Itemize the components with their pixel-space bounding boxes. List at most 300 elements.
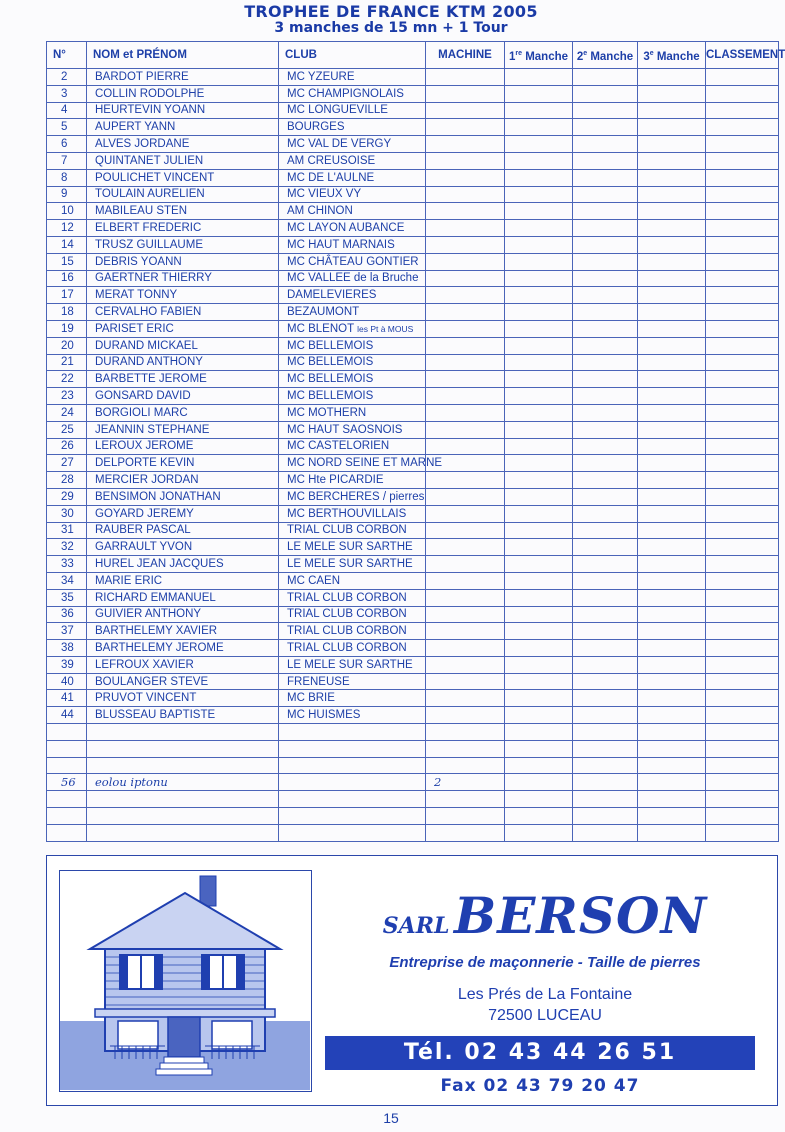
cell-num: 44	[47, 707, 87, 724]
company-logo	[325, 886, 765, 945]
cell-num: 34	[47, 572, 87, 589]
table-row	[47, 824, 779, 841]
cell-manche-2	[573, 740, 638, 757]
cell-manche-3	[638, 539, 706, 556]
cell-name: GARRAULT YVON	[87, 539, 279, 556]
cell-name: BARTHELEMY XAVIER	[87, 623, 279, 640]
table-row	[47, 169, 779, 186]
col-header-club: CLUB	[279, 42, 426, 69]
cell-name: TOULAIN AURELIEN	[87, 186, 279, 203]
cell-classement	[706, 388, 779, 405]
cell-classement	[706, 152, 779, 169]
cell-manche-1	[505, 85, 573, 102]
table-row	[47, 203, 779, 220]
address-line-1: Les Prés de La Fontaine	[457, 986, 633, 1003]
cell-machine	[426, 354, 505, 371]
cell-club	[279, 69, 426, 86]
cell-machine	[426, 404, 505, 421]
cell-club	[279, 119, 426, 136]
cell-classement	[706, 505, 779, 522]
cell-manche-3	[638, 102, 706, 119]
cell-manche-3	[638, 304, 706, 321]
cell-club	[279, 522, 426, 539]
cell-name	[87, 824, 279, 841]
cell-name: AUPERT YANN	[87, 119, 279, 136]
cell-num: 18	[47, 304, 87, 321]
cell-machine	[426, 203, 505, 220]
club-name: MC VALLEE de la Bruche	[287, 272, 419, 285]
cell-manche-1	[505, 707, 573, 724]
cell-name: BOULANGER STEVE	[87, 673, 279, 690]
club-name: MC BELLEMOIS	[287, 373, 374, 386]
cell-manche-1	[505, 320, 573, 337]
cell-manche-1	[505, 152, 573, 169]
club-name: TRIAL CLUB CORBON	[287, 591, 407, 604]
cell-num: 10	[47, 203, 87, 220]
table-row	[47, 119, 779, 136]
cell-manche-2	[573, 774, 638, 791]
club-name: BEZAUMONT	[287, 306, 360, 319]
cell-club	[279, 136, 426, 153]
cell-machine	[426, 724, 505, 741]
cell-manche-3	[638, 472, 706, 489]
cell-machine	[426, 169, 505, 186]
cell-club	[279, 824, 426, 841]
cell-classement	[706, 371, 779, 388]
cell-name: DELPORTE KEVIN	[87, 455, 279, 472]
club-name: MC BELLEMOIS	[287, 339, 374, 352]
cell-machine	[426, 421, 505, 438]
cell-machine	[426, 539, 505, 556]
page-number: 15	[383, 1110, 399, 1126]
cell-num: 7	[47, 152, 87, 169]
table-row	[47, 371, 779, 388]
club-name: MC DE L'AULNE	[287, 171, 375, 184]
cell-manche-3	[638, 724, 706, 741]
cell-manche-3	[638, 404, 706, 421]
table-row	[47, 152, 779, 169]
cell-classement	[706, 220, 779, 237]
cell-classement	[706, 808, 779, 825]
cell-manche-1	[505, 169, 573, 186]
club-name: MC LAYON AUBANCE	[287, 222, 405, 235]
cell-manche-2	[573, 589, 638, 606]
cell-manche-1	[505, 421, 573, 438]
col-header-manche-3: 3e Manche	[638, 42, 706, 69]
cell-manche-3	[638, 606, 706, 623]
cell-manche-2	[573, 152, 638, 169]
cell-manche-2	[573, 85, 638, 102]
cell-club	[279, 371, 426, 388]
page-title: TROPHEE DE FRANCE KTM 2005	[244, 2, 538, 21]
cell-name: DURAND ANTHONY	[87, 354, 279, 371]
cell-num: 16	[47, 270, 87, 287]
cell-manche-3	[638, 455, 706, 472]
cell-classement	[706, 774, 779, 791]
club-name: TRIAL CLUB CORBON	[287, 524, 407, 537]
cell-manche-3	[638, 119, 706, 136]
cell-club	[279, 791, 426, 808]
cell-classement	[706, 136, 779, 153]
cell-manche-3	[638, 589, 706, 606]
cell-num: 17	[47, 287, 87, 304]
cell-num: 38	[47, 640, 87, 657]
cell-name: MERCIER JORDAN	[87, 472, 279, 489]
table-row	[47, 656, 779, 673]
cell-num: 27	[47, 455, 87, 472]
cell-num: 21	[47, 354, 87, 371]
cell-num: 2	[47, 69, 87, 86]
cell-manche-1	[505, 673, 573, 690]
club-name: MC BELLEMOIS	[287, 356, 374, 369]
cell-manche-2	[573, 808, 638, 825]
cell-manche-2	[573, 572, 638, 589]
club-name: MC BELLEMOIS	[287, 390, 374, 403]
cell-manche-1	[505, 472, 573, 489]
table-row	[47, 421, 779, 438]
cell-manche-3	[638, 371, 706, 388]
cell-machine	[426, 152, 505, 169]
table-row	[47, 707, 779, 724]
cell-name: BENSIMON JONATHAN	[87, 488, 279, 505]
cell-manche-1	[505, 69, 573, 86]
cell-machine	[426, 757, 505, 774]
cell-num: 6	[47, 136, 87, 153]
club-name: MC VIEUX VY	[287, 188, 362, 201]
cell-manche-3	[638, 287, 706, 304]
club-name: MC HAUT SAOSNOIS	[287, 423, 403, 436]
cell-manche-1	[505, 556, 573, 573]
cell-num: 32	[47, 539, 87, 556]
table-row	[47, 640, 779, 657]
cell-manche-3	[638, 707, 706, 724]
cell-num: 31	[47, 522, 87, 539]
col-header-manche-2: 2e Manche	[573, 42, 638, 69]
cell-manche-2	[573, 472, 638, 489]
cell-classement	[706, 337, 779, 354]
col-header-manche-1: 1re Manche	[505, 42, 573, 69]
cell-machine	[426, 102, 505, 119]
cell-manche-3	[638, 337, 706, 354]
table-row	[47, 136, 779, 153]
cell-machine	[426, 740, 505, 757]
club-name: AM CHINON	[287, 205, 353, 218]
cell-num: 5	[47, 119, 87, 136]
cell-num	[47, 757, 87, 774]
cell-machine	[426, 220, 505, 237]
col-header-name: NOM et PRÉNOM	[87, 42, 279, 69]
cell-manche-3	[638, 152, 706, 169]
table-row	[47, 354, 779, 371]
cell-club	[279, 606, 426, 623]
cell-manche-3	[638, 522, 706, 539]
cell-club	[279, 740, 426, 757]
cell-name: MERAT TONNY	[87, 287, 279, 304]
cell-classement	[706, 707, 779, 724]
cell-manche-3	[638, 640, 706, 657]
table-row	[47, 757, 779, 774]
cell-machine	[426, 690, 505, 707]
cell-machine	[426, 572, 505, 589]
cell-classement	[706, 673, 779, 690]
cell-machine	[426, 236, 505, 253]
table-row	[47, 388, 779, 405]
cell-manche-1	[505, 287, 573, 304]
cell-manche-3	[638, 690, 706, 707]
cell-name: LEROUX JEROME	[87, 438, 279, 455]
cell-manche-1	[505, 304, 573, 321]
cell-club	[279, 270, 426, 287]
cell-manche-2	[573, 220, 638, 237]
table-row	[47, 438, 779, 455]
table-row	[47, 186, 779, 203]
cell-manche-3	[638, 388, 706, 405]
cell-num: 20	[47, 337, 87, 354]
cell-manche-3	[638, 656, 706, 673]
cell-manche-3	[638, 169, 706, 186]
cell-manche-3	[638, 421, 706, 438]
house-icon	[60, 871, 310, 1090]
cell-name: MARIE ERIC	[87, 572, 279, 589]
cell-classement	[706, 539, 779, 556]
cell-manche-3	[638, 808, 706, 825]
cell-manche-1	[505, 337, 573, 354]
cell-classement	[706, 757, 779, 774]
table-row	[47, 253, 779, 270]
cell-num: 15	[47, 253, 87, 270]
cell-manche-3	[638, 253, 706, 270]
cell-manche-1	[505, 589, 573, 606]
club-name: LE MELE SUR SARTHE	[287, 658, 413, 671]
cell-manche-2	[573, 539, 638, 556]
col-header-num: N°	[47, 42, 87, 69]
cell-name	[87, 791, 279, 808]
table-row	[47, 740, 779, 757]
cell-name: GONSARD DAVID	[87, 388, 279, 405]
cell-club	[279, 287, 426, 304]
cell-machine	[426, 287, 505, 304]
cell-name: QUINTANET JULIEN	[87, 152, 279, 169]
cell-machine	[426, 85, 505, 102]
cell-classement	[706, 85, 779, 102]
table-row	[47, 539, 779, 556]
cell-manche-1	[505, 455, 573, 472]
cell-num: 22	[47, 371, 87, 388]
cell-club	[279, 236, 426, 253]
table-row	[47, 320, 779, 337]
cell-machine	[426, 186, 505, 203]
cell-manche-1	[505, 354, 573, 371]
cell-manche-3	[638, 220, 706, 237]
cell-name: POULICHET VINCENT	[87, 169, 279, 186]
cell-club	[279, 488, 426, 505]
cell-classement	[706, 102, 779, 119]
cell-machine	[426, 791, 505, 808]
cell-manche-2	[573, 673, 638, 690]
cell-num	[47, 724, 87, 741]
cell-manche-2	[573, 354, 638, 371]
cell-num: 36	[47, 606, 87, 623]
cell-manche-1	[505, 656, 573, 673]
cell-classement	[706, 404, 779, 421]
cell-manche-3	[638, 320, 706, 337]
cell-manche-3	[638, 505, 706, 522]
cell-club	[279, 438, 426, 455]
table-row	[47, 808, 779, 825]
cell-club	[279, 589, 426, 606]
cell-manche-2	[573, 236, 638, 253]
cell-manche-1	[505, 404, 573, 421]
cell-manche-2	[573, 320, 638, 337]
club-name: MC VAL DE VERGY	[287, 138, 392, 151]
cell-machine	[426, 824, 505, 841]
cell-club	[279, 640, 426, 657]
table-row	[47, 304, 779, 321]
cell-machine	[426, 69, 505, 86]
club-name: MC CHÂTEAU GONTIER	[287, 255, 419, 268]
cell-num: 19	[47, 320, 87, 337]
cell-classement	[706, 169, 779, 186]
cell-manche-1	[505, 774, 573, 791]
club-name: MC CAEN	[287, 574, 341, 587]
cell-club	[279, 152, 426, 169]
cell-club	[279, 656, 426, 673]
cell-club	[279, 673, 426, 690]
cell-manche-1	[505, 572, 573, 589]
cell-manche-1	[505, 724, 573, 741]
cell-classement	[706, 589, 779, 606]
table-row	[47, 287, 779, 304]
cell-manche-2	[573, 505, 638, 522]
phone-banner: Tél. 02 43 44 26 51	[325, 1036, 755, 1070]
club-name: MC BERCHERES / pierres	[287, 490, 425, 503]
cell-classement	[706, 119, 779, 136]
cell-classement	[706, 572, 779, 589]
cell-manche-3	[638, 69, 706, 86]
table-row	[47, 337, 779, 354]
table-row	[47, 774, 779, 791]
cell-num: 40	[47, 673, 87, 690]
cell-classement	[706, 488, 779, 505]
cell-classement	[706, 791, 779, 808]
cell-manche-3	[638, 354, 706, 371]
cell-club	[279, 572, 426, 589]
club-name: AM CREUSOISE	[287, 154, 376, 167]
cell-manche-1	[505, 186, 573, 203]
cell-name: HEURTEVIN YOANN	[87, 102, 279, 119]
cell-num: 28	[47, 472, 87, 489]
cell-manche-2	[573, 606, 638, 623]
cell-manche-2	[573, 287, 638, 304]
club-name: MC CASTELORIEN	[287, 440, 390, 453]
house-illustration	[59, 870, 312, 1092]
company-address	[322, 984, 768, 1026]
table-row	[47, 623, 779, 640]
cell-machine	[426, 505, 505, 522]
cell-num: 39	[47, 656, 87, 673]
col-header-machine: MACHINE	[426, 42, 505, 69]
table-row	[47, 102, 779, 119]
cell-machine	[426, 656, 505, 673]
cell-manche-2	[573, 253, 638, 270]
cell-machine	[426, 253, 505, 270]
cell-manche-1	[505, 522, 573, 539]
cell-manche-1	[505, 808, 573, 825]
cell-club	[279, 102, 426, 119]
cell-classement	[706, 623, 779, 640]
cell-classement	[706, 556, 779, 573]
cell-club	[279, 757, 426, 774]
col-header-classement: CLASSEMENT	[706, 42, 779, 69]
logo-sarl: SARL	[382, 913, 450, 939]
cell-machine	[426, 270, 505, 287]
cell-num: 35	[47, 589, 87, 606]
cell-name: RICHARD EMMANUEL	[87, 589, 279, 606]
cell-manche-2	[573, 69, 638, 86]
club-name: DAMELEVIERES	[287, 289, 377, 302]
cell-club	[279, 421, 426, 438]
club-name: MC LONGUEVILLE	[287, 104, 388, 117]
table-row	[47, 472, 779, 489]
advertisement	[46, 855, 778, 1106]
cell-name	[87, 740, 279, 757]
cell-name: ALVES JORDANE	[87, 136, 279, 153]
table-row	[47, 556, 779, 573]
cell-manche-3	[638, 136, 706, 153]
cell-name: GOYARD JEREMY	[87, 505, 279, 522]
cell-manche-2	[573, 136, 638, 153]
cell-machine	[426, 136, 505, 153]
cell-name: COLLIN RODOLPHE	[87, 85, 279, 102]
cell-num: 23	[47, 388, 87, 405]
cell-manche-1	[505, 690, 573, 707]
club-name: MC HAUT MARNAIS	[287, 238, 395, 251]
cell-num: 4	[47, 102, 87, 119]
cell-name: GAERTNER THIERRY	[87, 270, 279, 287]
cell-machine	[426, 472, 505, 489]
cell-classement	[706, 606, 779, 623]
cell-machine	[426, 556, 505, 573]
cell-club	[279, 556, 426, 573]
club-name: MC MOTHERN	[287, 406, 367, 419]
cell-manche-2	[573, 656, 638, 673]
cell-name: BARDOT PIERRE	[87, 69, 279, 86]
table-row	[47, 791, 779, 808]
cell-classement	[706, 724, 779, 741]
cell-name: DURAND MICKAEL	[87, 337, 279, 354]
cell-manche-2	[573, 203, 638, 220]
table-row	[47, 572, 779, 589]
cell-manche-1	[505, 539, 573, 556]
cell-classement	[706, 236, 779, 253]
cell-classement	[706, 304, 779, 321]
cell-manche-1	[505, 606, 573, 623]
cell-manche-1	[505, 488, 573, 505]
club-name: MC CHAMPIGNOLAIS	[287, 87, 404, 100]
cell-manche-1	[505, 136, 573, 153]
cell-manche-1	[505, 253, 573, 270]
cell-name	[87, 724, 279, 741]
cell-classement	[706, 472, 779, 489]
cell-name: ELBERT FREDERIC	[87, 220, 279, 237]
cell-num: 24	[47, 404, 87, 421]
cell-machine	[426, 606, 505, 623]
cell-classement	[706, 455, 779, 472]
cell-manche-2	[573, 119, 638, 136]
cell-num: 3	[47, 85, 87, 102]
cell-machine	[426, 488, 505, 505]
club-name: MC HUISMES	[287, 709, 361, 722]
